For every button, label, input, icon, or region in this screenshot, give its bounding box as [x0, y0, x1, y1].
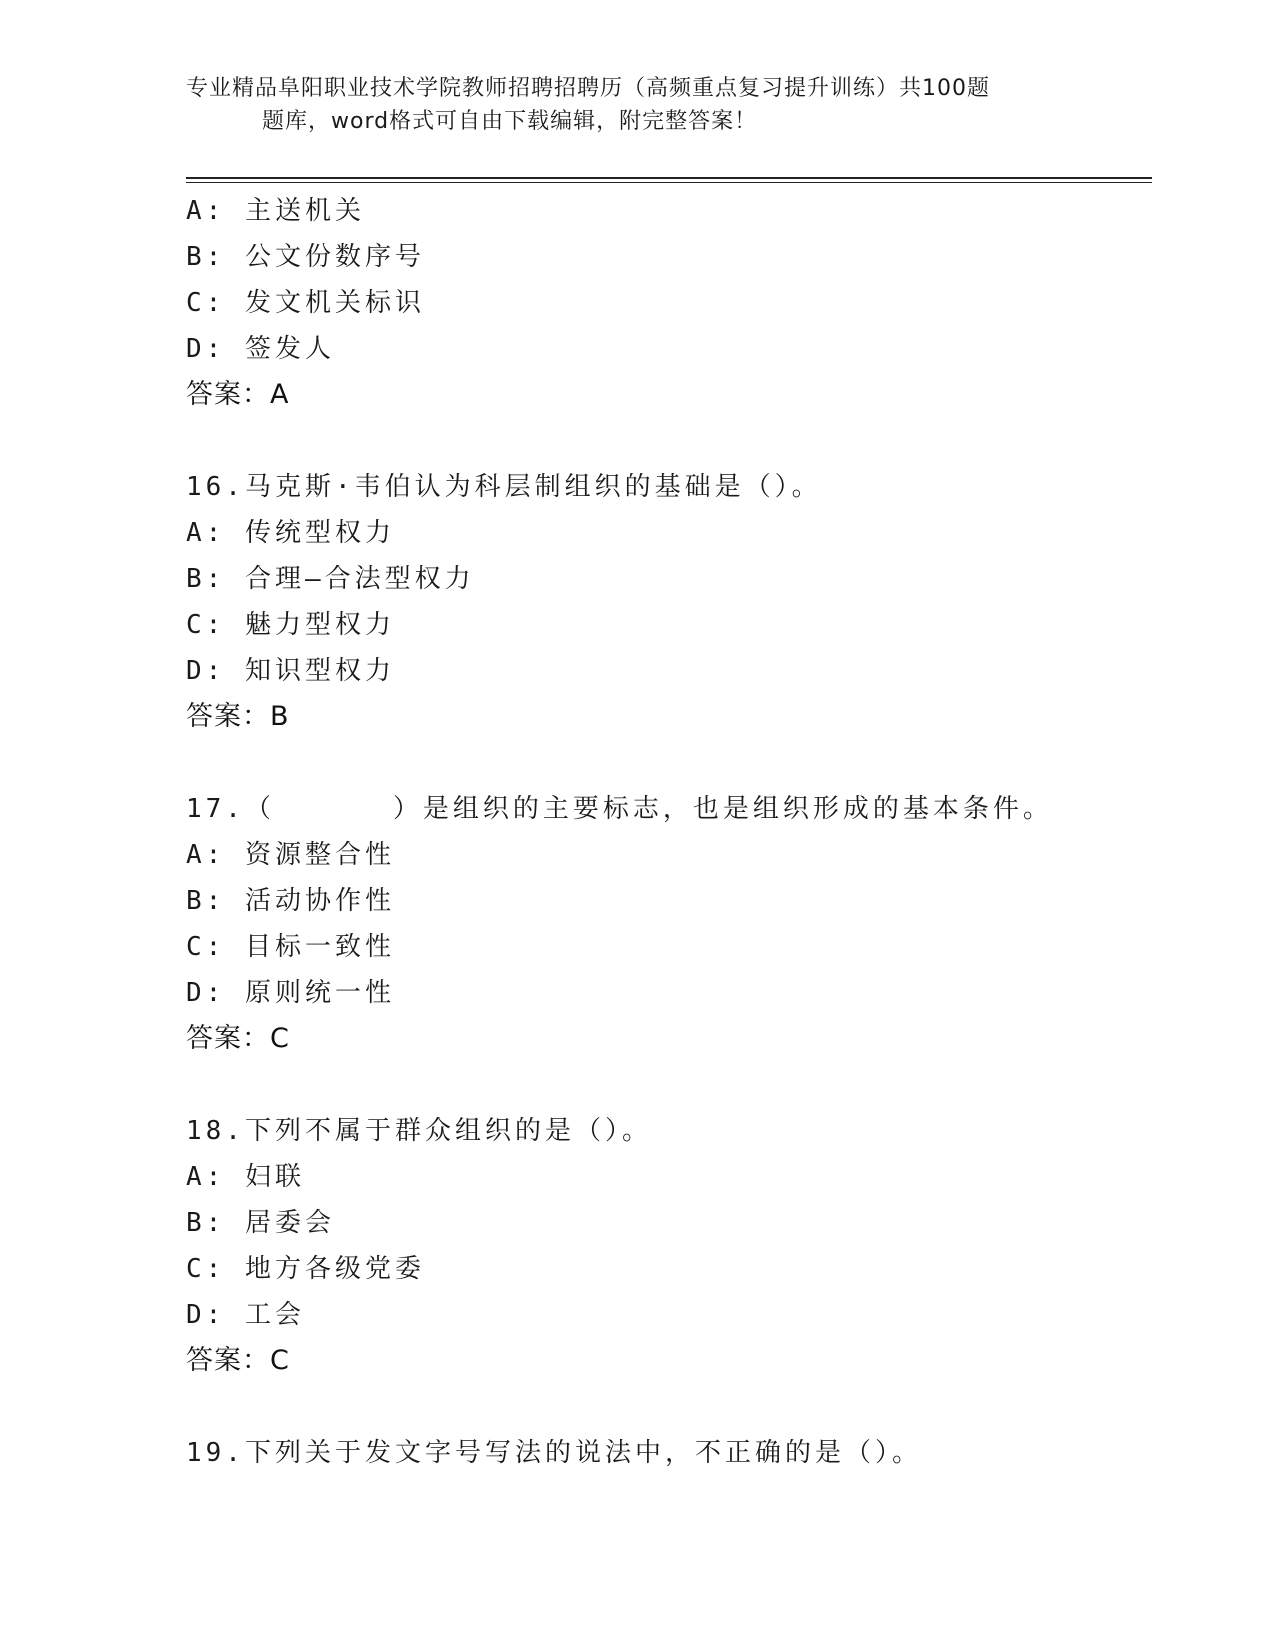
option-c: C: 地方各级党委: [186, 1254, 425, 1284]
option-a: A: 传统型权力: [186, 518, 395, 548]
option-b: B: 合理—合法型权力: [186, 564, 475, 594]
option-d: D: 工会: [186, 1300, 305, 1330]
spacer: [186, 1062, 1146, 1108]
question-stem: 18.下列不属于群众组织的是（）。: [186, 1116, 652, 1146]
header-rule-thick: [186, 177, 1152, 179]
question-block-16: [186, 464, 1146, 740]
answer-line: 答案：A: [186, 379, 290, 410]
option-d: D: 签发人: [186, 334, 335, 364]
option-b: B: 活动协作性: [186, 886, 395, 916]
question-block-17: [186, 786, 1146, 1062]
spacer: [186, 1384, 1146, 1430]
header-title-line1: 专业精品阜阳职业技术学院教师招聘招聘历（高频重点复习提升训练）共100题: [186, 76, 990, 101]
spacer: [186, 740, 1146, 786]
answer-line: 答案：B: [186, 701, 290, 732]
document-header: [186, 72, 1066, 138]
option-a: A: 妇联: [186, 1162, 305, 1192]
question-block-continued: [186, 188, 1146, 418]
question-list: [186, 188, 1146, 1476]
option-b: B: 居委会: [186, 1208, 335, 1238]
question-stem: 16.马克斯·韦伯认为科层制组织的基础是（）。: [186, 472, 822, 502]
option-d: D: 知识型权力: [186, 656, 395, 686]
option-c: C: 目标一致性: [186, 932, 395, 962]
answer-line: 答案：C: [186, 1023, 290, 1054]
question-block-18: [186, 1108, 1146, 1384]
option-a: A: 主送机关: [186, 196, 365, 226]
question-block-19: [186, 1430, 1146, 1476]
option-d: D: 原则统一性: [186, 978, 395, 1008]
header-title-line2: 题库，word格式可自由下载编辑，附完整答案！: [262, 109, 758, 134]
option-b: B: 公文份数序号: [186, 242, 425, 272]
option-c: C: 魅力型权力: [186, 610, 395, 640]
spacer: [186, 418, 1146, 464]
answer-line: 答案：C: [186, 1345, 290, 1376]
question-stem: 17.（ ）是组织的主要标志，也是组织形成的基本条件。: [186, 794, 1053, 824]
header-rule-thin: [186, 182, 1152, 183]
option-a: A: 资源整合性: [186, 840, 395, 870]
question-stem: 19.下列关于发文字号写法的说法中，不正确的是（）。: [186, 1438, 922, 1468]
option-c: C: 发文机关标识: [186, 288, 425, 318]
